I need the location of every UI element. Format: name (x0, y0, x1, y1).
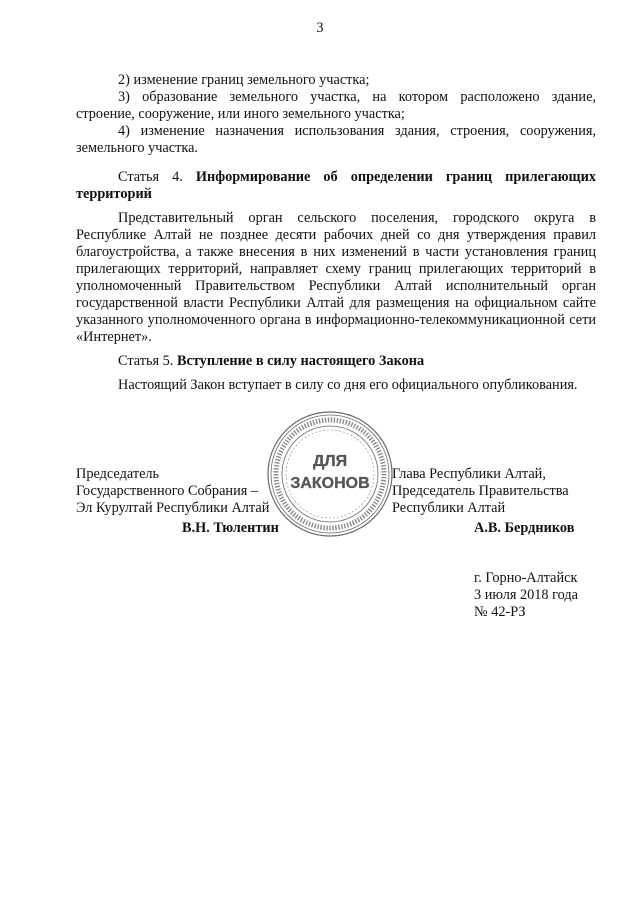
city: г. Горно-Алтайск (474, 570, 578, 586)
list-item-3: 3) образование земельного участка, на котором расположено здание, строение, сооружение, или иного земельного участка; (76, 89, 596, 122)
document-body (76, 72, 596, 394)
stamp-line-2: ЗАКОНОВ (290, 475, 370, 492)
signature-left-line-3: Эл Курултай Республики Алтай (76, 500, 270, 516)
signature-left (76, 466, 306, 517)
article-5-title: Вступление в силу настоящего Закона (176, 353, 425, 369)
list-item-2: 2) изменение границ земельного участка; (118, 72, 370, 88)
signature-right-name: А.В. Бердников (474, 520, 575, 536)
signature-left-name: В.Н. Тюлентин (182, 520, 279, 536)
date: 3 июля 2018 года (474, 587, 579, 603)
signature-right-line-1: Глава Республики Алтай, (392, 466, 546, 482)
signature-right-line-2: Председатель Правительства (392, 483, 569, 499)
article-5-heading (76, 353, 596, 370)
signature-left-line-1: Председатель (76, 466, 160, 482)
signature-right-line-3: Республики Алтай (392, 500, 506, 516)
signature-left-line-2: Государственного Собрания – (76, 483, 259, 499)
signature-right (392, 466, 596, 517)
article-5-prefix: Статья 5. (118, 353, 174, 369)
law-number: № 42-РЗ (474, 604, 526, 620)
stamp-line-1: ДЛЯ (312, 453, 348, 470)
list-item-4: 4) изменение назначения использования здания, строения, сооружения, земельного участка. (76, 123, 596, 156)
article-4-title: Информирование об определении границ прилегающих территорий (76, 169, 596, 202)
article-4-prefix: Статья 4. (118, 169, 183, 185)
article-5-text: Настоящий Закон вступает в силу со дня его официального опубликования. (118, 377, 578, 393)
page-number: 3 (316, 20, 324, 36)
article-4-heading (76, 169, 596, 203)
article-4-text: Представительный орган сельского поселения, городского округа в Республике Алтай не позднее десяти рабочих дней со дня утверждения правил благоустройства, а также внесения в них изменений в части установления границ прилегающих территорий, направляет схему границ прилегающих территорий в уполномоченный Правительством Республики Алтай исполнительный орган государственной власти Республики Алтай для размещения на официальном сайте указанного уполномоченного органа в информационно-телекоммуникационной сети «Интернет». (76, 210, 596, 345)
place-and-date (474, 570, 614, 621)
